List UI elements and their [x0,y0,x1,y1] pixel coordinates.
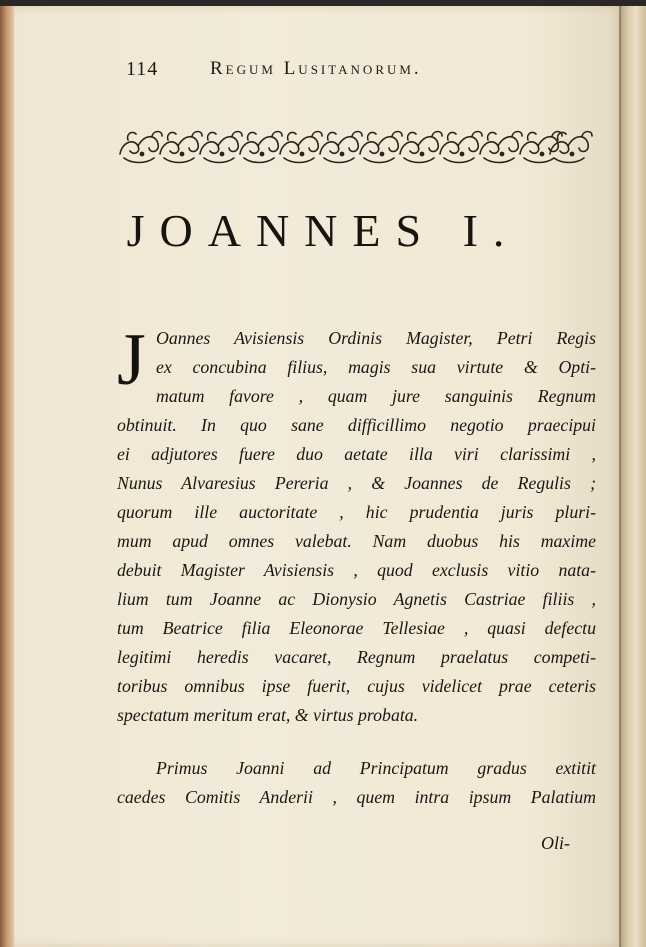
text-line: Oannes Avisiensis Ordinis Magister, Petri Regis [156,328,596,348]
text-line: obtinuit. In quo sane difficillimo negotio praecipui [117,415,596,435]
text-line: Nunus Alvaresius Pereria , & Joannes de Regulis ; [117,473,596,493]
text-line: Primus Joanni ad Principatum gradus extitit [156,758,596,778]
text-line: toribus omnibus ipse fuerit, cujus videlicet prae ceteris [117,676,596,696]
text-line: debuit Magister Avisiensis , quod exclusis vitio nata- [117,560,596,580]
text-line: spectatum meritum erat, & virtus probata. [117,705,419,725]
page-gutter [619,6,621,947]
scrollwork-ornament-icon [116,124,594,168]
drop-cap: J [117,319,146,401]
text-line: caedes Comitis Anderii , quem intra ipsum Palatium [117,787,596,807]
running-head: Regum Lusitanorum. [210,58,422,79]
catchword: Oli- [541,833,570,853]
text-line: matum favore , quam jure sanguinis Regnum [156,386,596,406]
text-line: lium tum Joanne ac Dionysio Agnetis Castriae filiis , [117,589,596,609]
text-line: mum apud omnes valebat. Nam duobus his maxime [117,531,596,551]
text-line: tum Beatrice filia Eleonorae Tellesiae , quasi defectu [117,618,596,638]
book-edge-right [620,6,646,947]
page-number: 114 [126,58,159,80]
text-line: ex concubina filius, magis sua virtute & Opti- [156,357,596,377]
text-line: ei adjutores fuere duo aetate illa viri clarissimi , [117,444,596,464]
text-line: quorum ille auctoritate , hic prudentia juris pluri- [117,502,596,522]
page-header [126,58,526,88]
text-line: legitimi heredis vacaret, Regnum praelatus competi- [117,647,596,667]
chapter-title: JOANNES I. [126,205,520,256]
